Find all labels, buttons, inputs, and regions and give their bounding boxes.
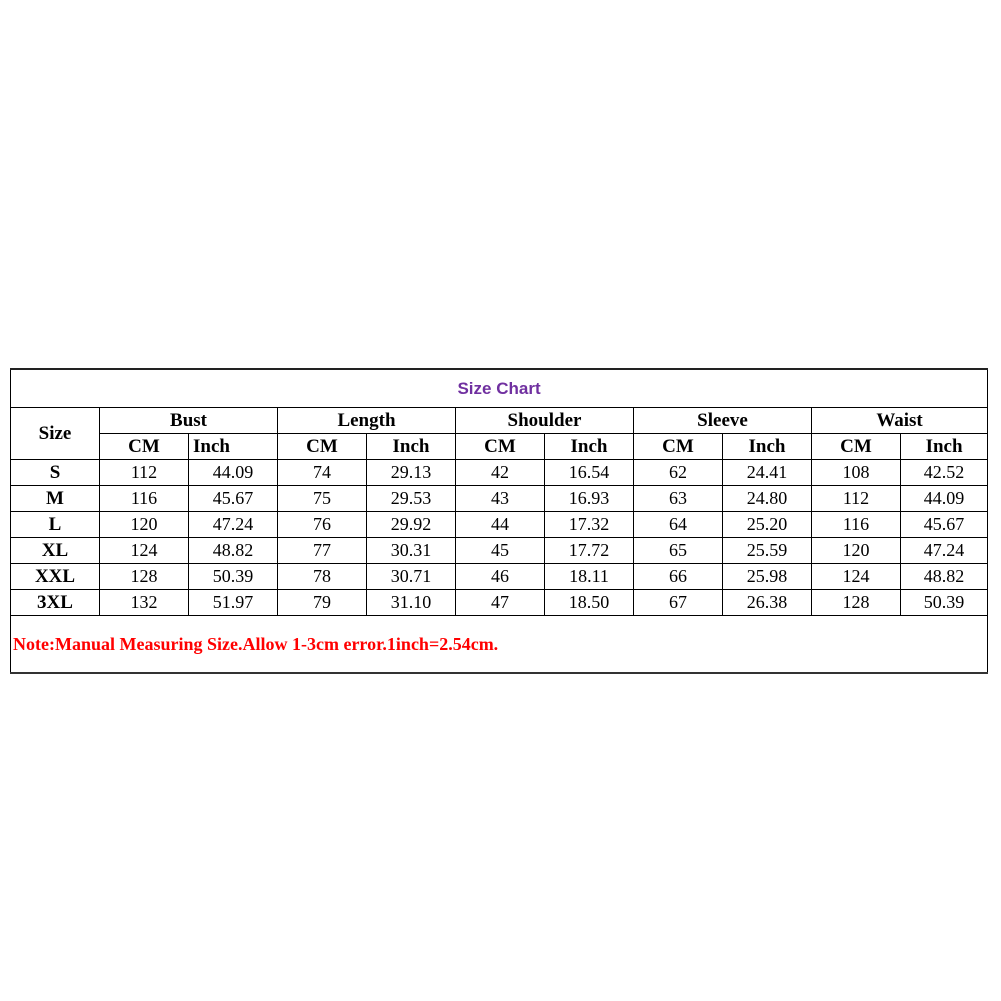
table-cell: 26.38: [723, 590, 812, 616]
size-label: L: [11, 512, 100, 538]
table-cell: 18.50: [545, 590, 634, 616]
group-waist: Waist: [812, 408, 988, 434]
table-row: [11, 564, 988, 590]
table-cell: 18.11: [545, 564, 634, 590]
table-cell: 48.82: [189, 538, 278, 564]
chart-title: Size Chart: [11, 369, 988, 408]
table-cell: 65: [634, 538, 723, 564]
note-row: [11, 616, 988, 674]
table-row: [11, 512, 988, 538]
group-length: Length: [278, 408, 456, 434]
unit-header-row: [11, 434, 988, 460]
table-cell: 132: [100, 590, 189, 616]
table-cell: 45.67: [901, 512, 988, 538]
table-cell: 17.32: [545, 512, 634, 538]
unit-inch: Inch: [723, 434, 812, 460]
table-cell: 46: [456, 564, 545, 590]
measuring-note: Note:Manual Measuring Size.Allow 1-3cm error.1inch=2.54cm.: [11, 616, 988, 674]
size-label: S: [11, 460, 100, 486]
table-cell: 66: [634, 564, 723, 590]
table-cell: 29.13: [367, 460, 456, 486]
table-cell: 45: [456, 538, 545, 564]
table-cell: 25.59: [723, 538, 812, 564]
table-cell: 42.52: [901, 460, 988, 486]
table-cell: 50.39: [901, 590, 988, 616]
unit-cm: CM: [100, 434, 189, 460]
table-cell: 24.41: [723, 460, 812, 486]
table-cell: 29.53: [367, 486, 456, 512]
table-cell: 74: [278, 460, 367, 486]
size-label: M: [11, 486, 100, 512]
unit-cm: CM: [634, 434, 723, 460]
table-cell: 108: [812, 460, 901, 486]
table-cell: 128: [100, 564, 189, 590]
table-cell: 16.93: [545, 486, 634, 512]
table-cell: 17.72: [545, 538, 634, 564]
group-header-row: [11, 408, 988, 434]
group-sleeve: Sleeve: [634, 408, 812, 434]
size-header: Size: [11, 408, 100, 460]
table-cell: 112: [100, 460, 189, 486]
table-row: [11, 538, 988, 564]
size-label: 3XL: [11, 590, 100, 616]
unit-inch: Inch: [545, 434, 634, 460]
table-cell: 47.24: [901, 538, 988, 564]
table-cell: 112: [812, 486, 901, 512]
table-cell: 120: [812, 538, 901, 564]
table-cell: 51.97: [189, 590, 278, 616]
table-cell: 116: [100, 486, 189, 512]
table-cell: 44: [456, 512, 545, 538]
table-cell: 30.71: [367, 564, 456, 590]
table-cell: 62: [634, 460, 723, 486]
size-chart: [10, 368, 987, 674]
table-cell: 42: [456, 460, 545, 486]
table-cell: 63: [634, 486, 723, 512]
group-shoulder: Shoulder: [456, 408, 634, 434]
table-cell: 124: [100, 538, 189, 564]
table-cell: 79: [278, 590, 367, 616]
table-cell: 120: [100, 512, 189, 538]
unit-inch: Inch: [367, 434, 456, 460]
unit-cm: CM: [812, 434, 901, 460]
table-cell: 25.98: [723, 564, 812, 590]
table-cell: 30.31: [367, 538, 456, 564]
size-label: XL: [11, 538, 100, 564]
table-cell: 16.54: [545, 460, 634, 486]
table-cell: 47: [456, 590, 545, 616]
table-cell: 31.10: [367, 590, 456, 616]
table-cell: 25.20: [723, 512, 812, 538]
size-label: XXL: [11, 564, 100, 590]
table-cell: 47.24: [189, 512, 278, 538]
table-cell: 44.09: [189, 460, 278, 486]
group-bust: Bust: [100, 408, 278, 434]
table-cell: 124: [812, 564, 901, 590]
table-row: [11, 460, 988, 486]
table-cell: 48.82: [901, 564, 988, 590]
table-cell: 45.67: [189, 486, 278, 512]
table-row: [11, 486, 988, 512]
table-cell: 29.92: [367, 512, 456, 538]
table-cell: 116: [812, 512, 901, 538]
table-cell: 24.80: [723, 486, 812, 512]
table-cell: 64: [634, 512, 723, 538]
table-cell: 76: [278, 512, 367, 538]
table-cell: 67: [634, 590, 723, 616]
size-chart-table: [10, 368, 988, 674]
table-row: [11, 590, 988, 616]
table-cell: 128: [812, 590, 901, 616]
unit-inch: Inch: [901, 434, 988, 460]
table-cell: 78: [278, 564, 367, 590]
table-cell: 43: [456, 486, 545, 512]
unit-inch: Inch: [189, 434, 278, 460]
table-cell: 44.09: [901, 486, 988, 512]
unit-cm: CM: [278, 434, 367, 460]
title-row: [11, 369, 988, 408]
table-cell: 77: [278, 538, 367, 564]
table-cell: 50.39: [189, 564, 278, 590]
unit-cm: CM: [456, 434, 545, 460]
table-cell: 75: [278, 486, 367, 512]
